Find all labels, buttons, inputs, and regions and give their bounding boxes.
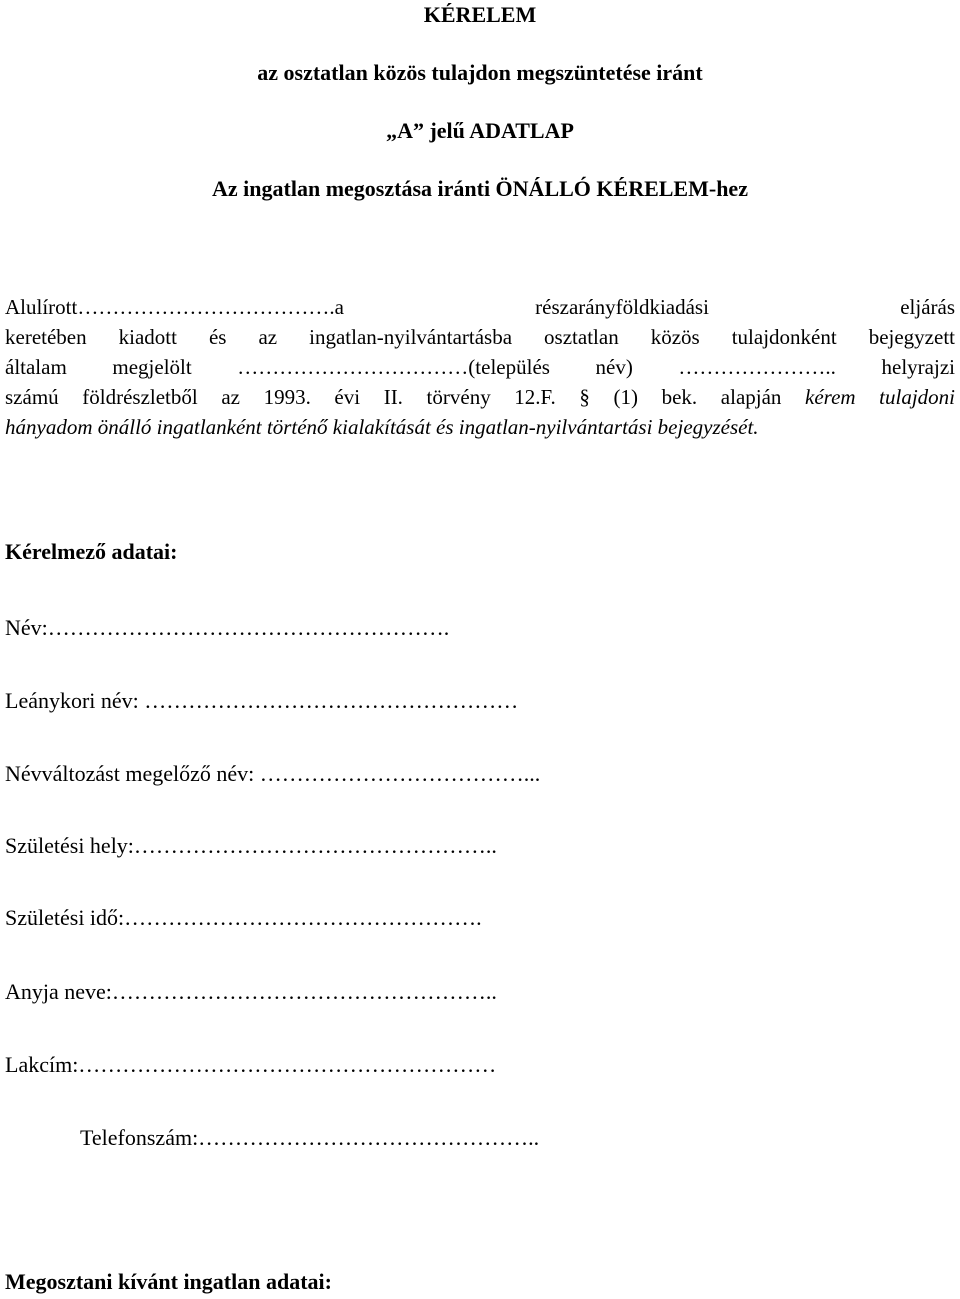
paragraph-line [5,382,955,412]
address-field[interactable]: Lakcím:………………………………………………… [5,1052,497,1077]
datasheet-label: „A” jelű ADATLAP [386,118,574,143]
paragraph-line: általam megjelölt ……………………………(település név) ………………….. helyrajzi [5,355,955,379]
request-paragraph [5,292,955,442]
birth-place-field[interactable]: Születési hely:………………………………………….. [5,833,497,858]
paragraph-italic-line: hányadom önálló ingatlanként történő kialakítását és ingatlan-nyilvántartási bejegyzését. [5,415,759,439]
paragraph-text: számú földrészletből az 1993. évi II. törvény 12.F. § (1) bek. alapján [5,385,782,409]
birth-date-field[interactable]: Születési idő:…………………………………………. [5,905,482,930]
request-context-title: Az ingatlan megosztása iránti ÖNÁLLÓ KÉRELEM-hez [212,176,748,201]
mother-name-field[interactable]: Anyja neve:…………………………………………….. [5,979,497,1004]
paragraph-italic-text: kérem tulajdoni [781,385,955,409]
name-field[interactable]: Név:………………………………………………. [5,615,450,640]
maiden-name-field[interactable]: Leánykori név: …………………………………………… [5,688,519,713]
phone-field[interactable]: Telefonszám:……………………………………….. [80,1125,540,1150]
previous-name-field[interactable]: Névváltozást megelőző név: ………………………………... [5,761,541,786]
document-title: KÉRELEM [423,2,537,27]
property-data-heading: Megosztani kívánt ingatlan adatai: [5,1269,332,1294]
paragraph-line: Alulírott……………………………….a részarányföldkiadási eljárás [5,295,955,319]
applicant-data-heading: Kérelmező adatai: [5,539,178,564]
paragraph-line: keretében kiadott és az ingatlan-nyilvántartásba osztatlan közös tulajdonként bejegyzett [5,325,955,349]
document-subtitle: az osztatlan közös tulajdon megszüntetése iránt [257,60,703,85]
